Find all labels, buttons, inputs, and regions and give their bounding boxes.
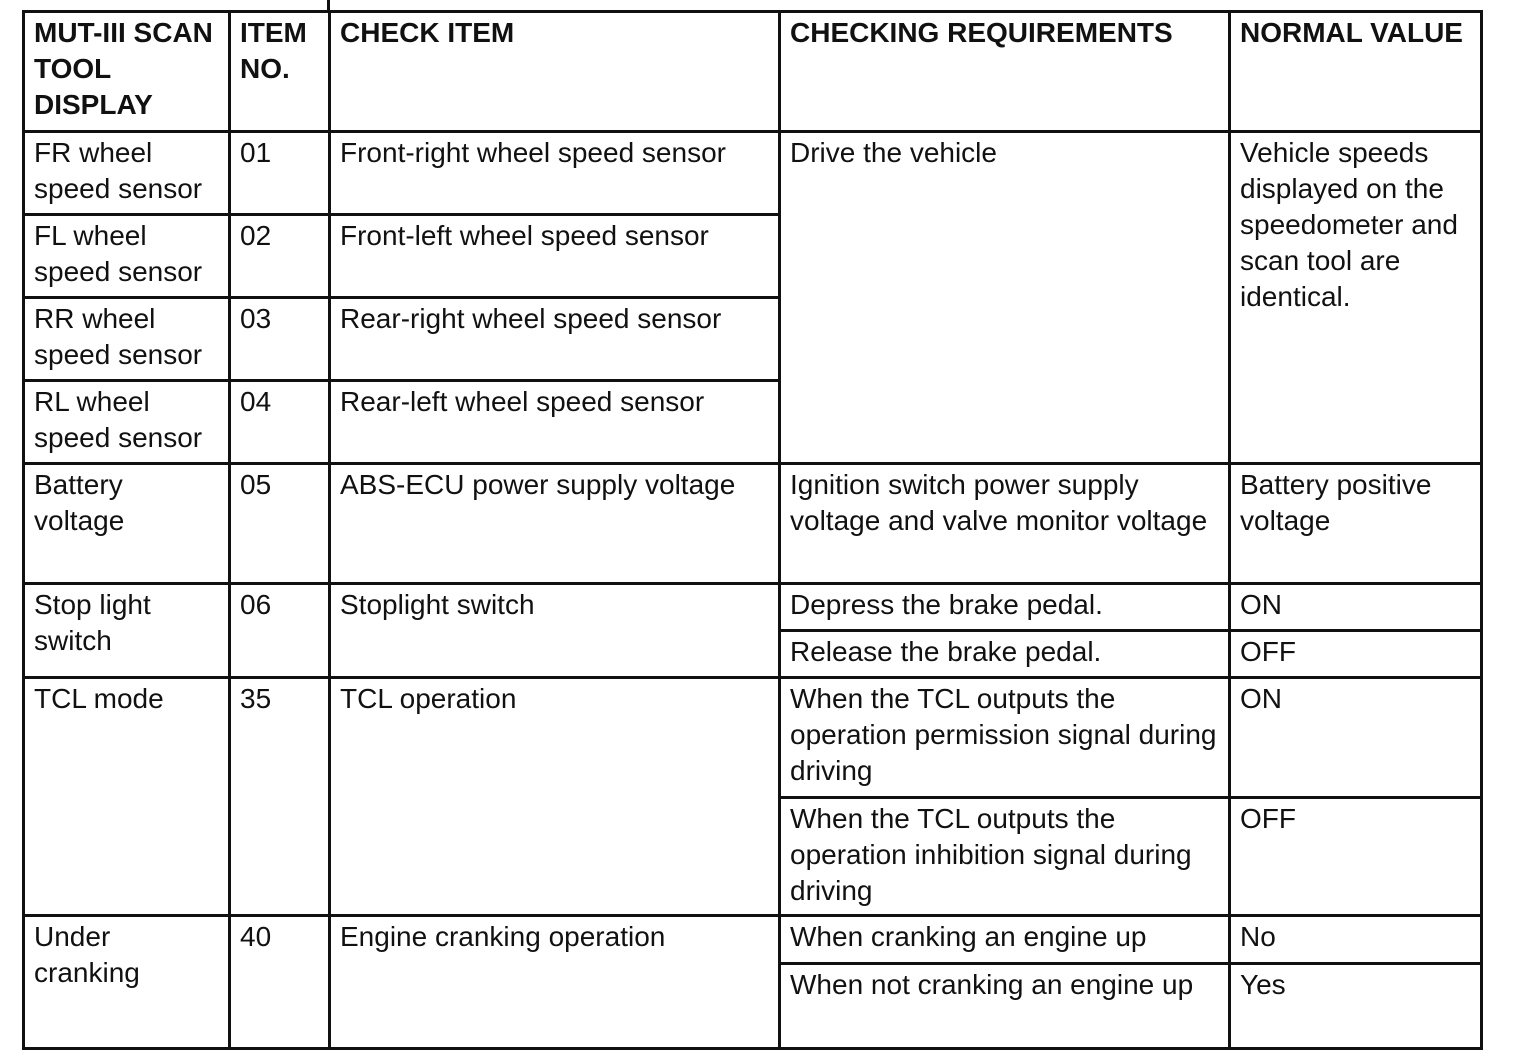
header-normal-value: NORMAL VALUE bbox=[1230, 12, 1482, 132]
cell-item-no: 02 bbox=[230, 215, 330, 298]
table-header-row bbox=[24, 12, 1482, 132]
table-row bbox=[24, 464, 1482, 584]
cell-normal-value: Battery positive voltage bbox=[1230, 464, 1482, 584]
table-row bbox=[24, 678, 1482, 798]
cell-requirement: When not cranking an engine up bbox=[780, 964, 1230, 1049]
cell-requirement: Release the brake pedal. bbox=[780, 631, 1230, 678]
cell-display: FR wheel speed sensor bbox=[24, 132, 230, 215]
cell-item-no: 03 bbox=[230, 298, 330, 381]
cell-requirement: Depress the brake pedal. bbox=[780, 584, 1230, 631]
cell-display: FL wheel speed sensor bbox=[24, 215, 230, 298]
cell-display: RL wheel speed sensor bbox=[24, 381, 230, 464]
cell-normal-value: Yes bbox=[1230, 964, 1482, 1049]
table-row bbox=[24, 916, 1482, 964]
cell-normal-value: OFF bbox=[1230, 798, 1482, 916]
cell-item-no: 35 bbox=[230, 678, 330, 916]
cell-requirement: Ignition switch power supply voltage and valve monitor voltage bbox=[780, 464, 1230, 584]
cell-requirement: When the TCL outputs the operation inhibition signal during driving bbox=[780, 798, 1230, 916]
cell-item-no: 04 bbox=[230, 381, 330, 464]
cell-check-item: Rear-left wheel speed sensor bbox=[330, 381, 780, 464]
cell-check-item: Rear-right wheel speed sensor bbox=[330, 298, 780, 381]
cell-check-item: Stoplight switch bbox=[330, 584, 780, 678]
cell-item-no: 05 bbox=[230, 464, 330, 584]
cell-check-item: TCL operation bbox=[330, 678, 780, 916]
cell-display: Under cranking bbox=[24, 916, 230, 1049]
cell-normal-value: OFF bbox=[1230, 631, 1482, 678]
table-row bbox=[24, 132, 1482, 215]
cell-display: TCL mode bbox=[24, 678, 230, 916]
cell-check-item: Engine cranking operation bbox=[330, 916, 780, 1049]
cell-normal-value: ON bbox=[1230, 584, 1482, 631]
cell-check-item: ABS-ECU power supply voltage bbox=[330, 464, 780, 584]
table-top-divider bbox=[327, 0, 330, 10]
cell-requirement: When the TCL outputs the operation permission signal during driving bbox=[780, 678, 1230, 798]
cell-requirement: Drive the vehicle bbox=[780, 132, 1230, 464]
cell-check-item: Front-left wheel speed sensor bbox=[330, 215, 780, 298]
cell-check-item: Front-right wheel speed sensor bbox=[330, 132, 780, 215]
header-item-no: ITEM NO. bbox=[230, 12, 330, 132]
cell-requirement: When cranking an engine up bbox=[780, 916, 1230, 964]
header-check-item: CHECK ITEM bbox=[330, 12, 780, 132]
data-list-table bbox=[22, 10, 1483, 1050]
cell-display: Stop light switch bbox=[24, 584, 230, 678]
cell-normal-value: Vehicle speeds displayed on the speedometer and scan tool are identical. bbox=[1230, 132, 1482, 464]
header-scan-tool-display: MUT-III SCAN TOOL DISPLAY bbox=[24, 12, 230, 132]
header-checking-requirements: CHECKING REQUIREMENTS bbox=[780, 12, 1230, 132]
cell-item-no: 01 bbox=[230, 132, 330, 215]
cell-display: RR wheel speed sensor bbox=[24, 298, 230, 381]
cell-item-no: 40 bbox=[230, 916, 330, 1049]
cell-normal-value: No bbox=[1230, 916, 1482, 964]
cell-item-no: 06 bbox=[230, 584, 330, 678]
table-row bbox=[24, 584, 1482, 631]
cell-display: Battery voltage bbox=[24, 464, 230, 584]
cell-normal-value: ON bbox=[1230, 678, 1482, 798]
